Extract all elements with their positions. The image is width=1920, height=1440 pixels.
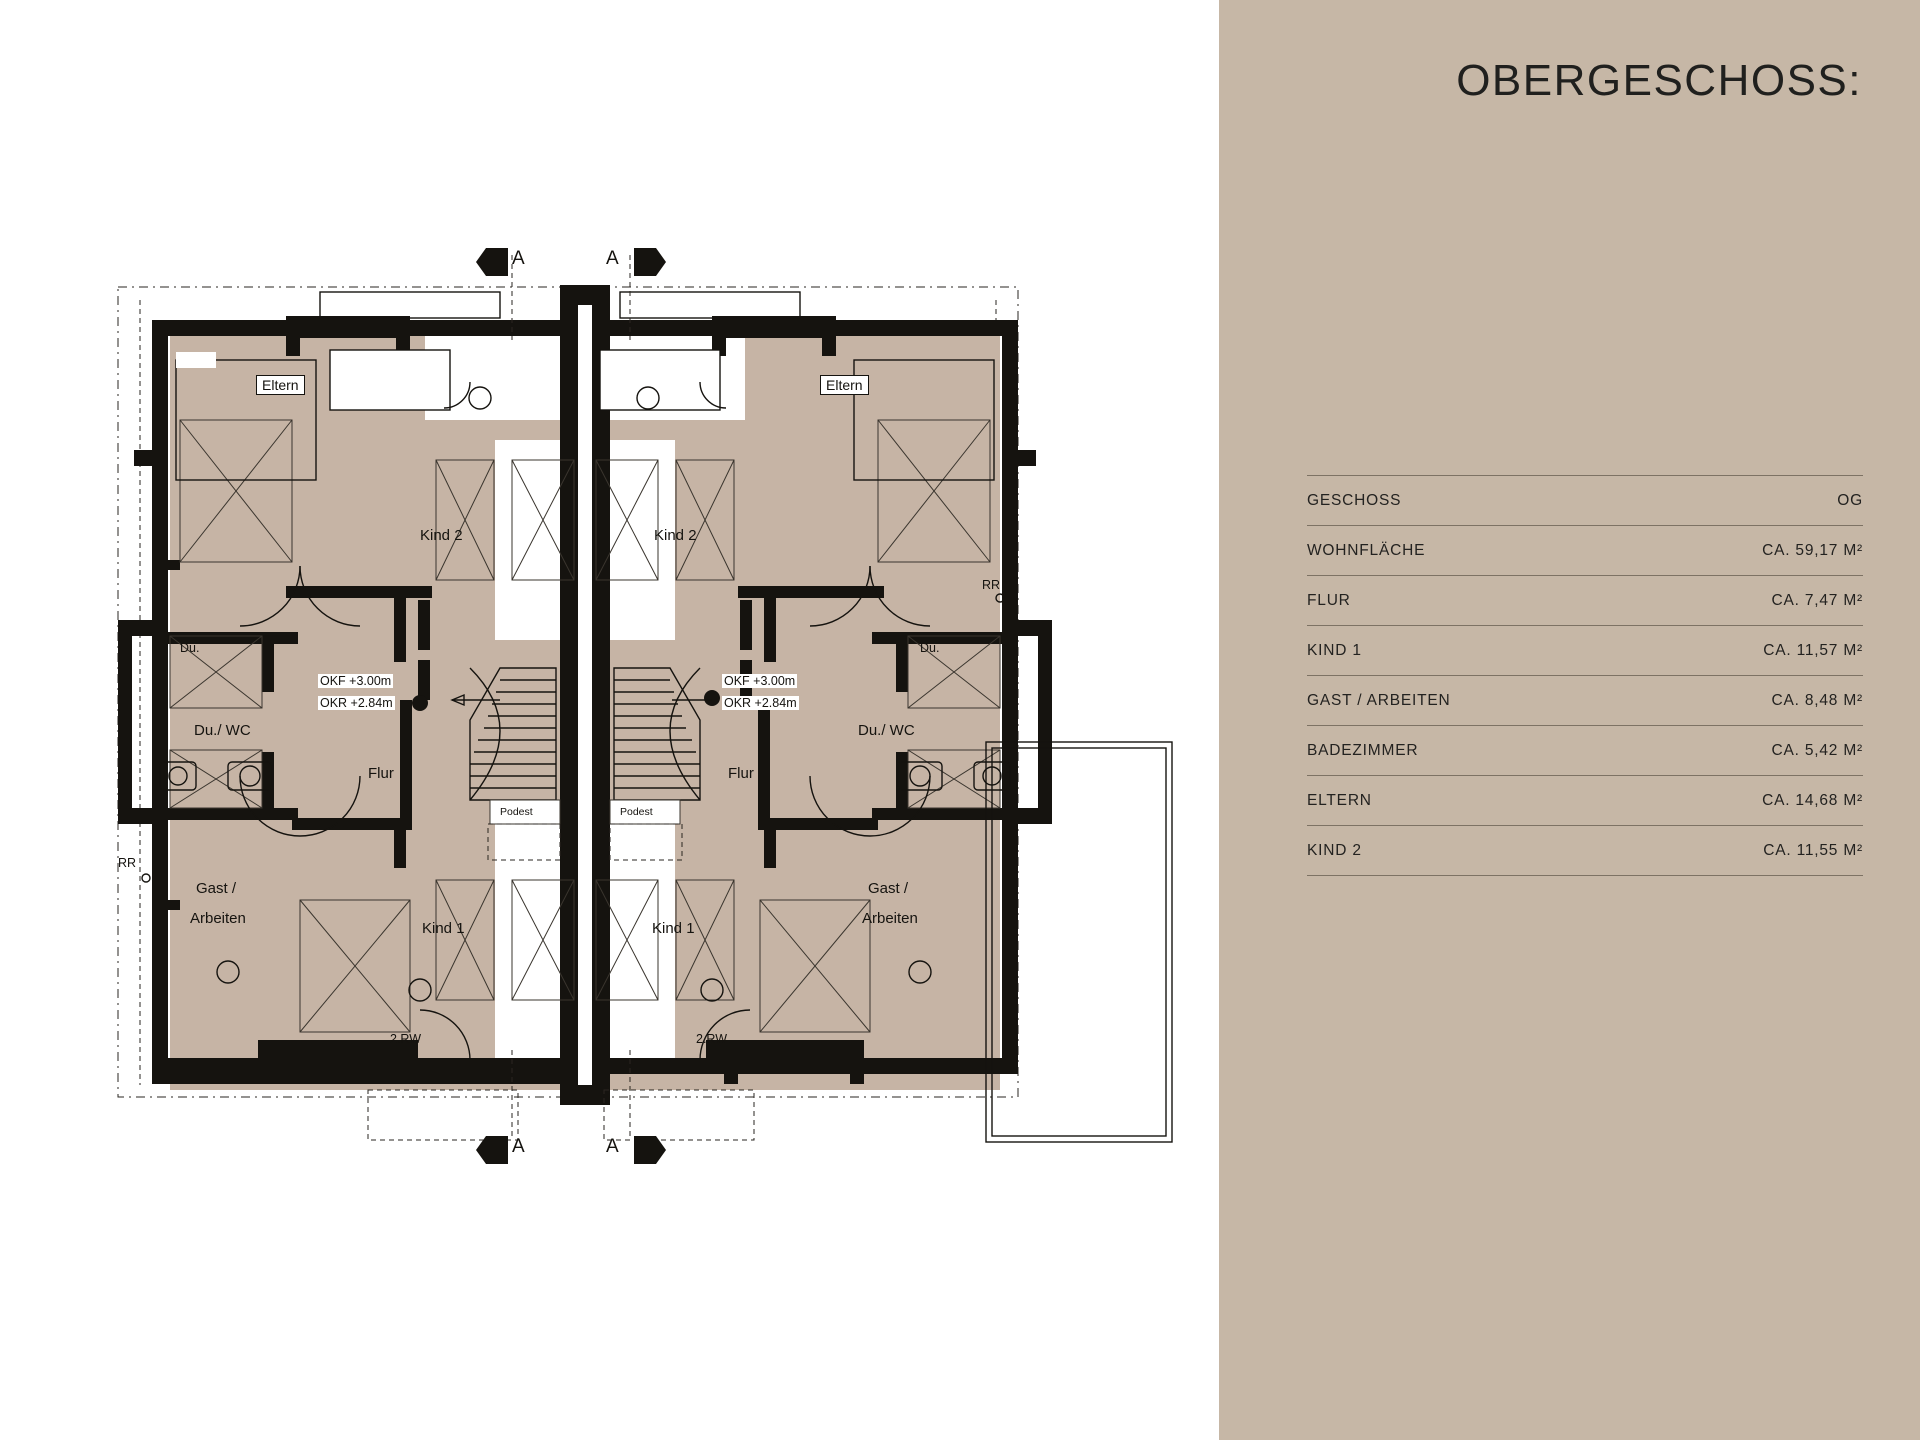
room-label-gast-left-line2: Arbeiten xyxy=(190,910,246,927)
spec-key: KIND 2 xyxy=(1307,841,1362,859)
room-label-eltern-right: Eltern xyxy=(820,375,869,395)
room-label-duwc-right: Du./ WC xyxy=(858,722,915,739)
page-title: OBERGESCHOSS: xyxy=(1456,56,1862,105)
level-okr-left: OKR +2.84m xyxy=(320,696,393,710)
podest-label-left: Podest xyxy=(500,806,533,818)
room-label-kind1-right: Kind 1 xyxy=(652,920,695,937)
table-row xyxy=(1307,776,1863,826)
spec-key: BADEZIMMER xyxy=(1307,741,1419,759)
room-label-du-left: Du. xyxy=(180,641,200,655)
spec-key: KIND 1 xyxy=(1307,641,1362,659)
table-row xyxy=(1307,826,1863,876)
room-label-eltern-left: Eltern xyxy=(256,375,305,395)
table-row xyxy=(1307,576,1863,626)
room-label-kind2-right: Kind 2 xyxy=(654,527,697,544)
rw-label-left: 2.RW xyxy=(390,1032,422,1046)
section-mark-bottom-right: A xyxy=(606,1136,619,1157)
spec-key: FLUR xyxy=(1307,591,1351,609)
section-mark-top-left: A xyxy=(512,248,525,269)
table-row xyxy=(1307,526,1863,576)
spec-value: CA. 11,55 M² xyxy=(1763,841,1863,859)
table-row xyxy=(1307,626,1863,676)
spec-value: CA. 5,42 M² xyxy=(1771,741,1863,759)
spec-key: GAST / ARBEITEN xyxy=(1307,691,1451,709)
room-label-duwc-left: Du./ WC xyxy=(194,722,251,739)
room-label-gast-right-line1: Gast / xyxy=(868,880,909,897)
rw-label-right: 2.RW xyxy=(696,1032,728,1046)
table-row xyxy=(1307,475,1863,526)
room-label-gast-right-line2: Arbeiten xyxy=(862,910,918,927)
spec-value: CA. 14,68 M² xyxy=(1762,791,1863,809)
spec-value: CA. 8,48 M² xyxy=(1771,691,1863,709)
level-okf-right: OKF +3.00m xyxy=(724,674,796,688)
room-label-kind1-left: Kind 1 xyxy=(422,920,465,937)
table-row xyxy=(1307,726,1863,776)
spec-key: ELTERN xyxy=(1307,791,1372,809)
spec-value: CA. 7,47 M² xyxy=(1771,591,1863,609)
room-label-flur-left: Flur xyxy=(368,765,394,782)
table-row xyxy=(1307,676,1863,726)
podest-label-right: Podest xyxy=(620,806,653,818)
spec-key: WOHNFLÄCHE xyxy=(1307,541,1426,559)
spec-key: GESCHOSS xyxy=(1307,491,1402,509)
spec-value: OG xyxy=(1837,491,1863,509)
spec-value: CA. 11,57 M² xyxy=(1763,641,1863,659)
room-label-flur-right: Flur xyxy=(728,765,754,782)
rr-label-right: RR xyxy=(982,578,1001,592)
info-panel xyxy=(1219,0,1920,1440)
section-mark-bottom-left: A xyxy=(512,1136,525,1157)
spec-value: CA. 59,17 M² xyxy=(1762,541,1863,559)
room-label-kind2-left: Kind 2 xyxy=(420,527,463,544)
rr-label-left: RR xyxy=(118,856,137,870)
section-mark-top-right: A xyxy=(606,248,619,269)
room-label-gast-left-line1: Gast / xyxy=(196,880,237,897)
room-label-du-right: Du. xyxy=(920,641,940,655)
specification-table xyxy=(1307,475,1863,876)
level-okf-left: OKF +3.00m xyxy=(320,674,392,688)
level-okr-right: OKR +2.84m xyxy=(724,696,797,710)
